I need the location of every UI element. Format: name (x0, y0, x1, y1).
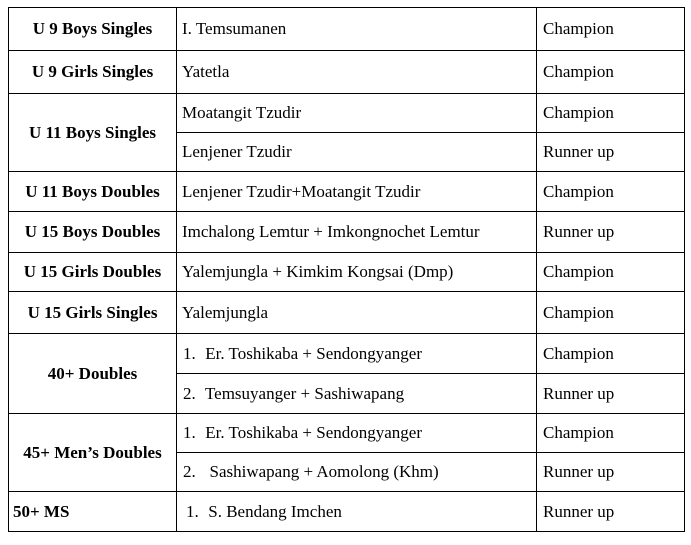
result-cell: Champion (537, 414, 685, 453)
table-row (9, 94, 685, 133)
player-cell: Yalemjungla (177, 292, 537, 334)
result-cell: Champion (537, 292, 685, 334)
table-row (9, 334, 685, 374)
player-cell: Yalemjungla + Kimkim Kongsai (Dmp) (177, 253, 537, 292)
player-cell: Moatangit Tzudir (177, 94, 537, 133)
result-cell: Runner up (537, 212, 685, 253)
player-cell (177, 374, 537, 414)
player-cell: Yatetla (177, 51, 537, 94)
result-cell: Champion (537, 172, 685, 212)
table-row (9, 172, 685, 212)
category-cell: U 15 Girls Doubles (9, 253, 177, 292)
table-row (9, 51, 685, 94)
result-cell: Runner up (537, 374, 685, 414)
item-number: 1. (183, 343, 196, 363)
player-names: Temsuyanger + Sashiwapang (204, 383, 405, 403)
category-cell: 50+ MS (9, 492, 177, 532)
table-row (9, 292, 685, 334)
table-row (9, 8, 685, 51)
result-cell: Champion (537, 94, 685, 133)
result-cell: Champion (537, 8, 685, 51)
player-names: S. Bendang Imchen (208, 501, 342, 521)
item-number: 2. (183, 462, 196, 481)
category-cell: 40+ Doubles (9, 334, 177, 414)
category-cell: U 15 Girls Singles (9, 292, 177, 334)
category-cell: U 15 Boys Doubles (9, 212, 177, 253)
result-cell: Champion (537, 334, 685, 374)
table-row (9, 492, 685, 532)
player-cell: Lenjener Tzudir+Moatangit Tzudir (177, 172, 537, 212)
category-cell: U 11 Boys Doubles (9, 172, 177, 212)
table-row (9, 253, 685, 292)
item-number: 1. (183, 423, 196, 442)
item-number: 1. (186, 501, 199, 521)
player-cell: Lenjener Tzudir (177, 133, 537, 172)
category-cell: U 9 Boys Singles (9, 8, 177, 51)
table-row (9, 414, 685, 453)
result-cell: Champion (537, 253, 685, 292)
item-number: 2. (183, 383, 196, 403)
player-cell (177, 414, 537, 453)
player-cell: Imchalong Lemtur + Imkongnochet Lemtur (177, 212, 537, 253)
result-cell: Runner up (537, 133, 685, 172)
player-cell: I. Temsumanen (177, 8, 537, 51)
result-cell: Champion (537, 51, 685, 94)
player-cell (177, 334, 537, 374)
table-row (9, 212, 685, 253)
player-cell (177, 453, 537, 492)
category-cell: U 9 Girls Singles (9, 51, 177, 94)
category-cell: U 11 Boys Singles (9, 94, 177, 172)
player-names: Sashiwapang + Aomolong (Khm) (205, 462, 439, 481)
results-table (8, 7, 685, 532)
player-cell (177, 492, 537, 532)
result-cell: Runner up (537, 492, 685, 532)
result-cell: Runner up (537, 453, 685, 492)
player-names: Er. Toshikaba + Sendongyanger (205, 343, 423, 363)
player-names: Er. Toshikaba + Sendongyanger (205, 423, 423, 442)
category-cell: 45+ Men’s Doubles (9, 414, 177, 492)
